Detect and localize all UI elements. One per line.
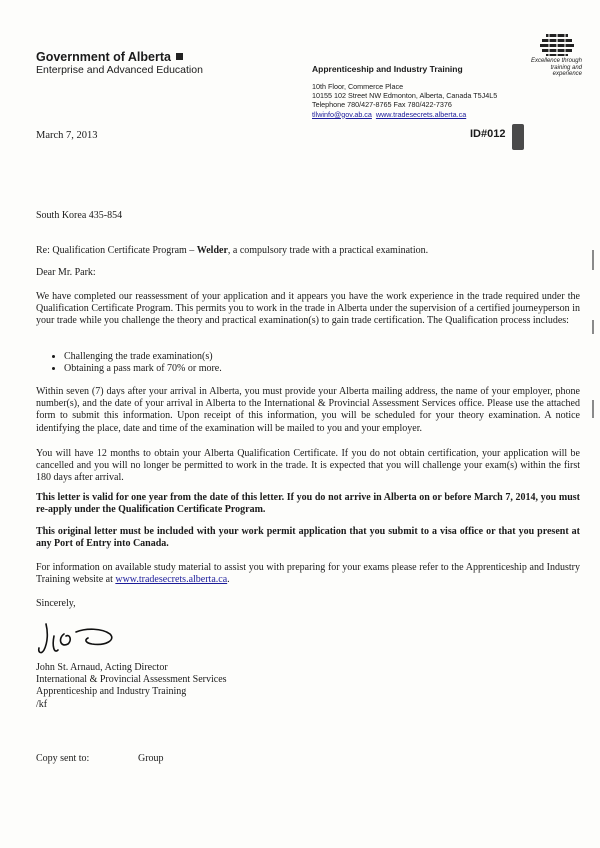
requirements-list xyxy=(36,351,580,375)
redaction-mark xyxy=(512,124,524,150)
paragraph-1 xyxy=(36,291,580,328)
signer-name: John St. Arnaud, Acting Director xyxy=(36,662,168,673)
salutation: Dear Mr. Park: xyxy=(36,267,96,278)
logo-tagline: Excellence through training and experience xyxy=(530,58,582,77)
paragraph-5 xyxy=(36,526,580,550)
paragraph-3 xyxy=(36,448,580,485)
paragraph-1-text: We have completed our reassessment of your application and it appears you have the work experience in the trade required under the Qualification Certificate Program. This permits you to work in the trade in Alberta under the supervision of a certified journeyperson in your trade while you challenge the theory and practical examination(s) to gain trade certification. The Qualification process includes: xyxy=(36,291,580,327)
scan-mark xyxy=(592,250,594,270)
department: Enterprise and Advanced Education xyxy=(36,64,203,76)
address-block xyxy=(312,82,497,119)
paragraph-2-text: Within seven (7) days after your arrival in Alberta, you must provide your Alberta mailing address, the name of your employer, phone number(s), and the date of your arrival in Alberta to the International & Provincial Assessment Services office. Please use the attached form to submit this information. Upon receipt of this information, you will be scheduled for your theory examination. A notice identifying the place, date and time of the examination will be mailed to you and your employer. xyxy=(36,386,580,434)
paragraph-5-text: This original letter must be included with your work permit application that you submit to a visa office or that you present at any Port of Entry into Canada. xyxy=(36,526,580,550)
subject-trade: Welder xyxy=(196,245,228,256)
paragraph-4 xyxy=(36,492,580,516)
program-name: Apprenticeship and Industry Training xyxy=(312,64,463,74)
signer-office: International & Provincial Assessment Services xyxy=(36,674,227,686)
website-link[interactable]: www.tradesecrets.alberta.ca xyxy=(375,109,467,119)
phone-line: Telephone 780/427-8765 Fax 780/422-7376 xyxy=(312,100,452,110)
org-name-text: Government of Alberta xyxy=(36,50,171,64)
copy-recipient: Group xyxy=(138,753,164,764)
excellence-logo-icon xyxy=(532,31,582,57)
typist-initials: /kf xyxy=(36,698,48,710)
paragraph-6 xyxy=(36,562,580,586)
subject-prefix: Re: Qualification Certificate Program – xyxy=(36,245,197,256)
address-line-2: 10155 102 Street NW Edmonton, Alberta, Canada T5J4L5 xyxy=(312,91,498,101)
contact-line xyxy=(312,110,497,119)
list-item: • Obtaining a pass mark of 70% or more. xyxy=(64,363,580,375)
email-link[interactable]: tllwinfo@gov.ab.ca xyxy=(312,109,372,119)
letter-id: ID#012 xyxy=(470,128,506,140)
signature-image xyxy=(36,618,136,658)
paragraph-4-text: This letter is valid for one year from the date of this letter. If you do not arrive in Alberta on or before March 7, 2014, you must re-apply under the Qualification Certificate Program. xyxy=(36,492,580,516)
recipient-location: South Korea 435-854 xyxy=(36,210,123,221)
paragraph-2 xyxy=(36,386,580,435)
org-name xyxy=(36,50,183,64)
scan-mark xyxy=(592,320,594,334)
letter-date: March 7, 2013 xyxy=(36,130,98,141)
signature-block xyxy=(36,662,227,711)
subject-suffix: , a compulsory trade with a practical examination. xyxy=(227,245,429,256)
address-line-1: 10th Floor, Commerce Place xyxy=(312,82,404,91)
closing: Sincerely, xyxy=(36,598,76,609)
subject-line xyxy=(36,245,580,257)
signer-division: Apprenticeship and Industry Training xyxy=(36,686,187,698)
copy-label: Copy sent to: xyxy=(36,753,90,764)
paragraph-3-text: You will have 12 months to obtain your Alberta Qualification Certificate. If you do not obtain certification, your application will be cancelled and you will no longer be permitted to work in the trade. It is expected that you will challenge your exam(s) within the first 180 days after arrival. xyxy=(36,448,580,484)
paragraph-6-text: For information on available study material to assist you with preparing for your exams please refer to the Apprenticeship and Industry Training website at xyxy=(36,562,580,586)
study-material-link[interactable]: www.tradesecrets.alberta.ca xyxy=(115,574,228,586)
list-item: • Challenging the trade examination(s) xyxy=(64,351,580,363)
scan-mark xyxy=(592,400,594,418)
org-square-icon xyxy=(176,53,183,60)
paragraph-6-end: . xyxy=(227,574,230,586)
